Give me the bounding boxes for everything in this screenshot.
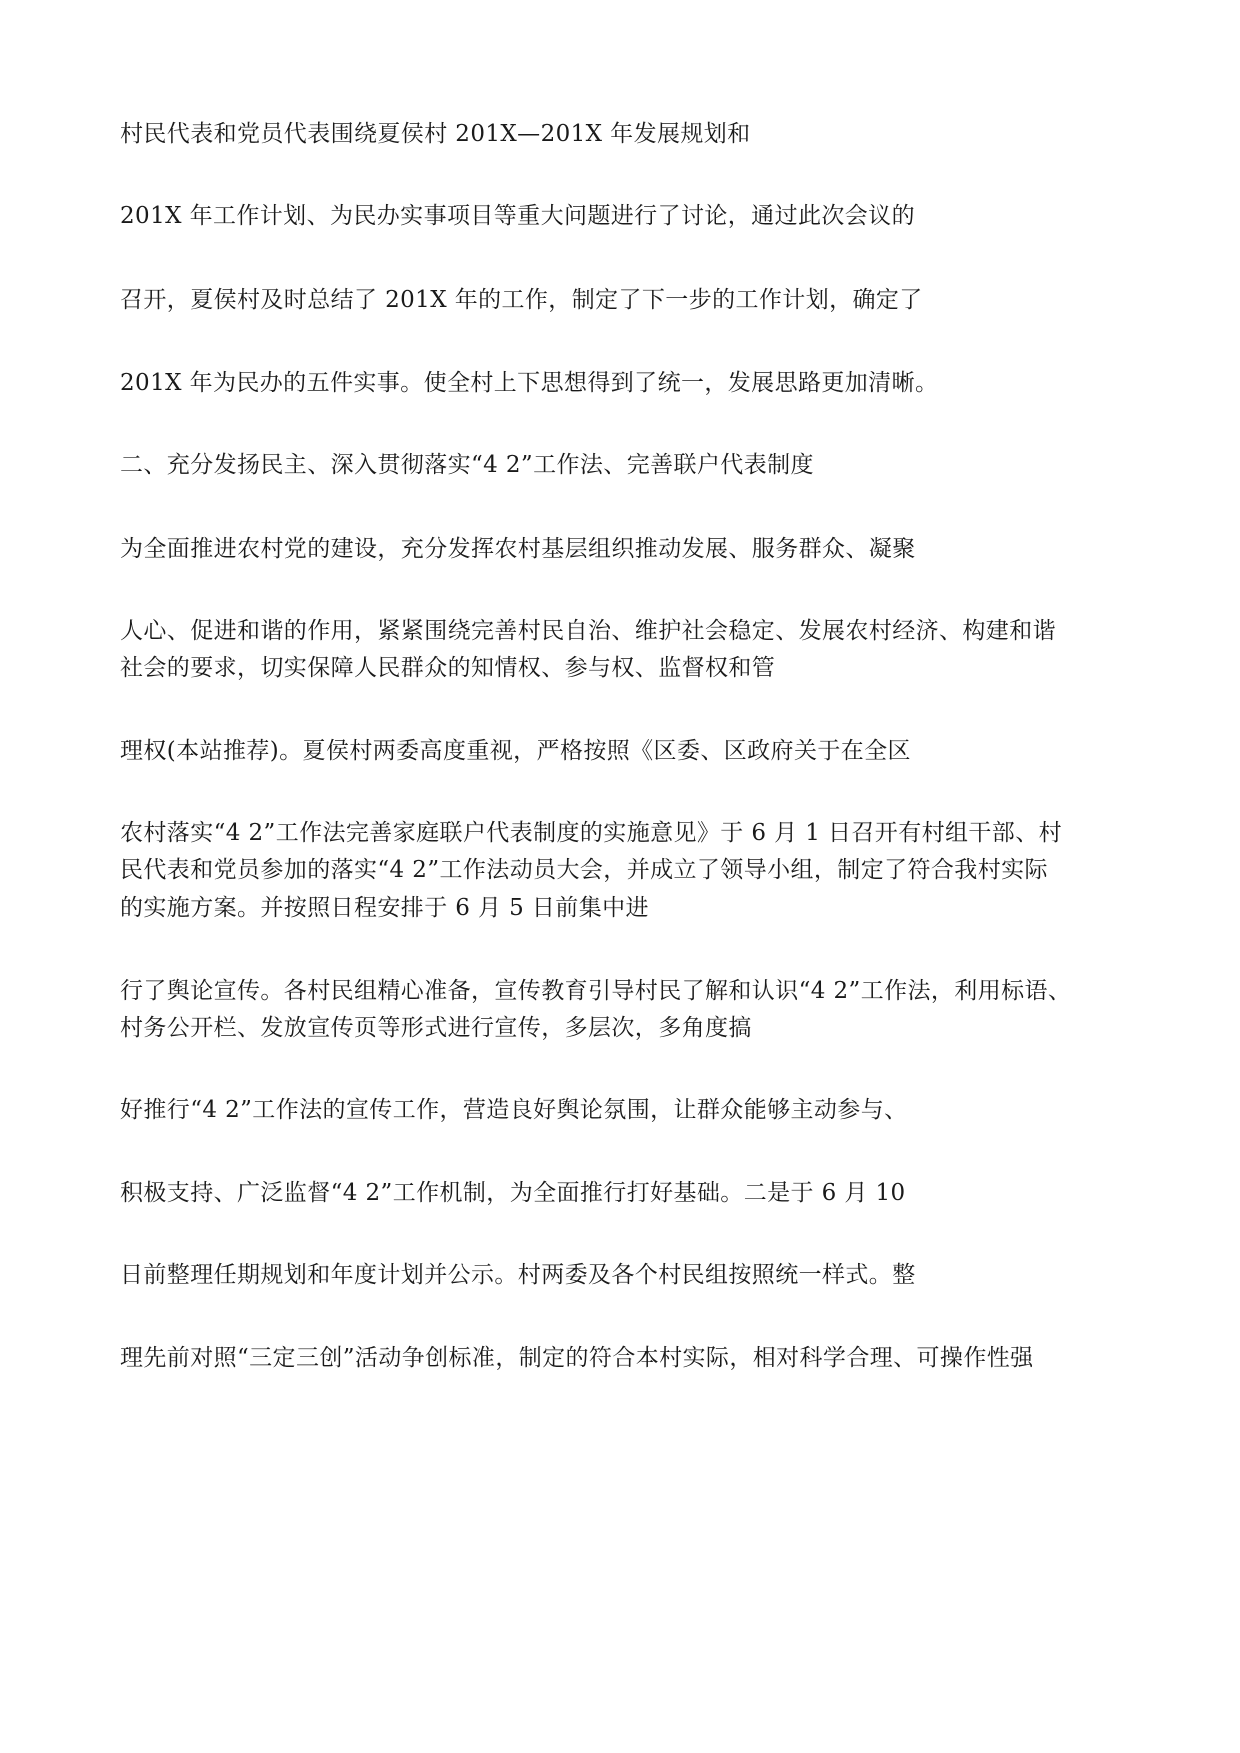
text-line-7: 人心、促进和谐的作用，紧紧围绕完善村民自治、维护社会稳定、发展农村经济、构建和谐 bbox=[120, 618, 1056, 644]
text-line-10: 农村落实“4 2”工作法完善家庭联户代表制度的实施意见》于 6 月 1 日召开有村组干部、村 bbox=[120, 820, 1063, 846]
text-line-16: 积极支持、广泛监督“4 2”工作机制，为全面推行打好基础。二是于 6 月 10 bbox=[120, 1180, 906, 1206]
text-line-3: 召开，夏侯村及时总结了 201X 年的工作，制定了下一步的工作计划，确定了 bbox=[120, 287, 923, 313]
text-line-18: 理先前对照“三定三创”活动争创标准，制定的符合本村实际，相对科学合理、可操作性强 bbox=[120, 1345, 1034, 1371]
text-line-2: 201X 年工作计划、为民办实事项目等重大问题进行了讨论，通过此次会议的 bbox=[120, 203, 915, 229]
section-heading: 二、充分发扬民主、深入贯彻落实“4 2”工作法、完善联户代表制度 bbox=[120, 452, 814, 478]
text-line-14: 村务公开栏、发放宣传页等形式进行宣传，多层次，多角度搞 bbox=[120, 1015, 752, 1041]
text-line-13: 行了舆论宣传。各村民组精心准备，宣传教育引导村民了解和认识“4 2”工作法，利用标语、 bbox=[120, 978, 1072, 1004]
text-line-9: 理权(本站推荐)。夏侯村两委高度重视，严格按照《区委、区政府关于在全区 bbox=[120, 738, 911, 764]
text-line-11: 民代表和党员参加的落实“4 2”工作法动员大会，并成立了领导小组，制定了符合我村实际 bbox=[120, 857, 1048, 883]
text-line-6: 为全面推进农村党的建设，充分发挥农村基层组织推动发展、服务群众、凝聚 bbox=[120, 536, 916, 562]
text-line-4: 201X 年为民办的五件实事。使全村上下思想得到了统一，发展思路更加清晰。 bbox=[120, 370, 939, 396]
text-line-12: 的实施方案。并按照日程安排于 6 月 5 日前集中进 bbox=[120, 895, 649, 921]
text-line-15: 好推行“4 2”工作法的宣传工作，营造良好舆论氛围，让群众能够主动参与、 bbox=[120, 1097, 908, 1123]
text-line-8: 社会的要求，切实保障人民群众的知情权、参与权、监督权和管 bbox=[120, 655, 776, 681]
text-line-1: 村民代表和党员代表围绕夏侯村 201X—201X 年发展规划和 bbox=[120, 121, 751, 147]
text-line-17: 日前整理任期规划和年度计划并公示。村两委及各个村民组按照统一样式。整 bbox=[120, 1262, 916, 1288]
